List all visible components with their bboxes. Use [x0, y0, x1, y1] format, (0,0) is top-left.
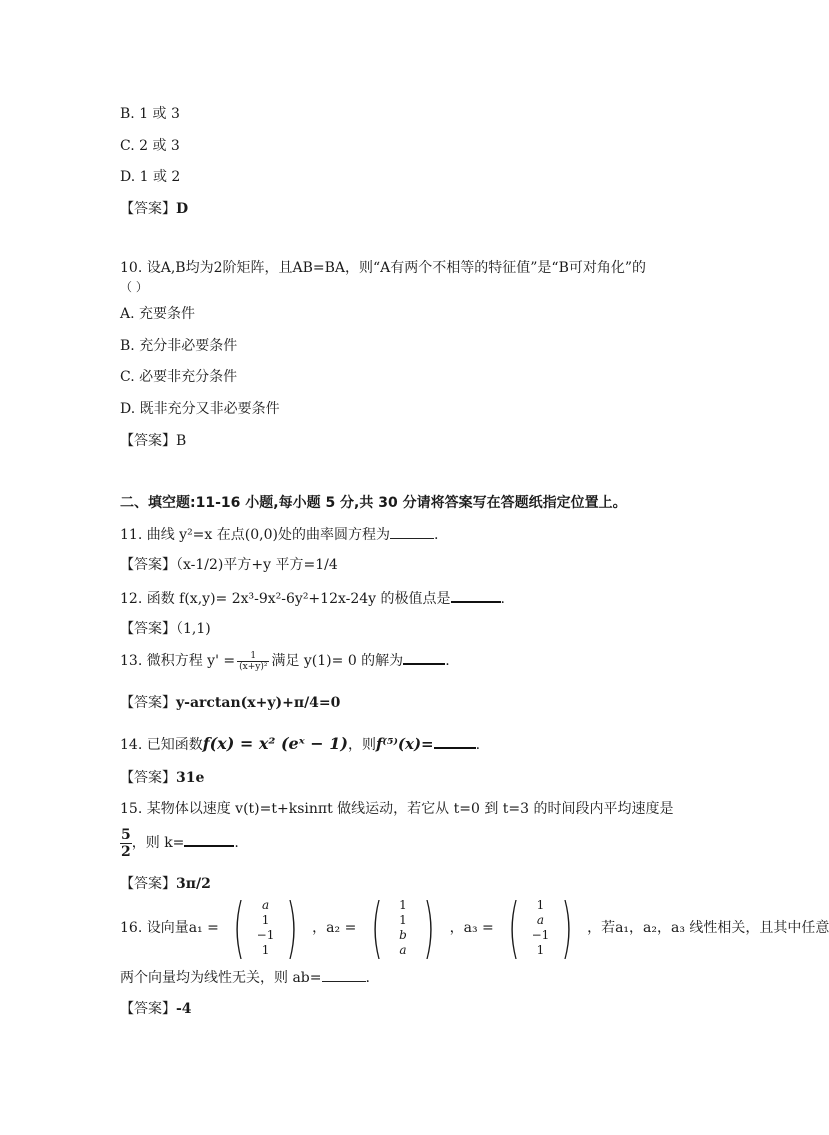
q14-prefix: 14. 已知函数 — [120, 737, 203, 753]
frac-denominator: (x+y)² — [239, 661, 268, 672]
q13-text — [120, 650, 450, 672]
q9-option-c: C. 2 或 3 — [120, 138, 180, 154]
answer-value: -4 — [176, 1001, 192, 1017]
left-paren-icon: ( — [233, 889, 245, 966]
q13-suffix: 满足 y(1)= 0 的解为 — [271, 653, 404, 669]
q12-question: 12. 函数 f(x,y)= 2x³-9x²-6y²+12x-24y 的极值点是 — [120, 591, 451, 607]
q16-suffix: ，若a₁，a₂，a₃ 线性相关，且其中任意 — [587, 920, 829, 936]
q16-line2 — [120, 968, 370, 987]
answer-value: （1,1) — [176, 621, 211, 637]
q16-sep2: ，a₂ = — [312, 920, 357, 936]
q11-answer — [120, 556, 338, 574]
q14-formula: f(x) = x² (eˣ − 1) — [202, 734, 348, 753]
left-paren-icon: ( — [508, 889, 520, 966]
q10-option-a: A. 充要条件 — [120, 306, 196, 322]
q16-question: 两个向量均为线性无关，则 ab= — [120, 970, 322, 986]
q14-mid: ，则 — [347, 737, 376, 753]
q15-k: ，则 k= — [131, 835, 185, 851]
vector-entry: a — [261, 898, 270, 912]
vector-entry: 1 — [399, 898, 407, 912]
answer-label: 【答案】 — [120, 201, 176, 217]
q16-answer — [120, 1000, 192, 1018]
q14-end: . — [475, 737, 481, 753]
q12-blank — [451, 588, 501, 603]
frac-denominator: 2 — [121, 843, 131, 860]
q16-blank — [322, 968, 366, 982]
q14-answer — [120, 769, 204, 787]
vector-entry: 1 — [261, 913, 270, 927]
q10-stem: 10. 设A,B均为2阶矩阵，且AB=BA，则“A有两个不相等的特征值”是“B可对角化”的 — [120, 260, 647, 276]
q14-blank — [434, 734, 476, 749]
q12-text — [120, 588, 505, 608]
vector-entry: a — [536, 913, 544, 927]
q11-question: 11. 曲线 y²=x 在点(0,0)处的曲率圆方程为 — [120, 527, 390, 543]
q15-end: . — [234, 835, 239, 851]
q9-answer — [120, 200, 188, 218]
q15-line1: 15. 某物体以速度 v(t)=t+ksinπt 做线运动，若它从 t=0 到 t=3 的时间段内平均速度是 — [120, 801, 674, 817]
q10-option-b: B. 充分非必要条件 — [120, 338, 238, 354]
q10-option-c: C. 必要非充分条件 — [120, 369, 238, 385]
vector-entry: a — [399, 943, 407, 957]
q13-answer — [120, 694, 340, 712]
left-paren-icon: ( — [370, 889, 383, 966]
q9-option-b: B. 1 或 3 — [120, 106, 180, 122]
vector-a3 — [501, 889, 579, 966]
vector-column — [257, 898, 275, 958]
q13-blank — [403, 650, 445, 665]
vector-entry: 1 — [536, 898, 545, 912]
q9-option-d: D. 1 或 2 — [120, 169, 181, 185]
right-paren-icon: ) — [286, 889, 298, 966]
q14-text — [120, 734, 480, 754]
vector-entry: b — [399, 928, 407, 942]
right-paren-icon: ) — [560, 889, 573, 966]
frac-numerator: 5 — [121, 826, 131, 843]
answer-value: y-arctan(x+y)+π/4=0 — [176, 695, 341, 711]
answer-label: 【答案】 — [120, 621, 176, 637]
frac-numerator: 1 — [237, 651, 269, 662]
section-heading: 二、填空题:11-16 小题,每小题 5 分,共 30 分请将答案写在答题纸指定位置上。 — [120, 495, 627, 511]
vector-entry: 1 — [399, 913, 407, 927]
q11-blank — [390, 525, 434, 539]
q15-line2 — [120, 826, 239, 860]
q14-derivative: f⁽⁵⁾(x)= — [375, 735, 434, 753]
answer-label: 【答案】 — [120, 433, 176, 449]
answer-value: （x-1/2)平方+y 平方=1/4 — [176, 557, 338, 573]
vector-a1 — [226, 889, 304, 966]
q16-text — [120, 889, 829, 966]
vector-column — [531, 898, 549, 958]
answer-value: B — [176, 433, 187, 449]
answer-value: 3π/2 — [176, 876, 211, 892]
vector-a2 — [364, 889, 442, 966]
q11-end: . — [433, 527, 439, 543]
q11-text — [120, 525, 438, 544]
answer-label: 【答案】 — [120, 770, 176, 786]
answer-value: D — [176, 201, 189, 217]
vector-entry: 1 — [261, 943, 270, 957]
q15-fraction — [120, 827, 132, 860]
vector-entry: −1 — [256, 928, 275, 942]
q12-end: . — [500, 591, 505, 607]
answer-value: 31e — [176, 770, 205, 786]
answer-label: 【答案】 — [120, 876, 176, 892]
answer-label: 【答案】 — [120, 695, 176, 711]
q10-paren: （ ） — [120, 280, 148, 294]
q16-end: . — [365, 970, 370, 986]
q16-sep3: ，a₃ = — [449, 920, 494, 936]
q13-fraction — [237, 651, 269, 672]
q13-end: . — [445, 653, 450, 669]
q15-blank — [184, 832, 234, 847]
right-paren-icon: ) — [423, 889, 436, 966]
answer-label: 【答案】 — [120, 1001, 176, 1017]
q16-prefix: 16. 设向量a₁ = — [120, 920, 219, 936]
vector-entry: −1 — [531, 928, 550, 942]
q10-option-d: D. 既非充分又非必要条件 — [120, 401, 280, 417]
q13-prefix: 13. 微积方程 y' = — [120, 653, 236, 669]
q15-answer — [120, 875, 211, 893]
answer-label: 【答案】 — [120, 557, 176, 573]
q12-answer — [120, 620, 211, 638]
q10-answer — [120, 432, 186, 450]
vector-entry: 1 — [536, 943, 545, 957]
vector-column — [394, 898, 412, 958]
